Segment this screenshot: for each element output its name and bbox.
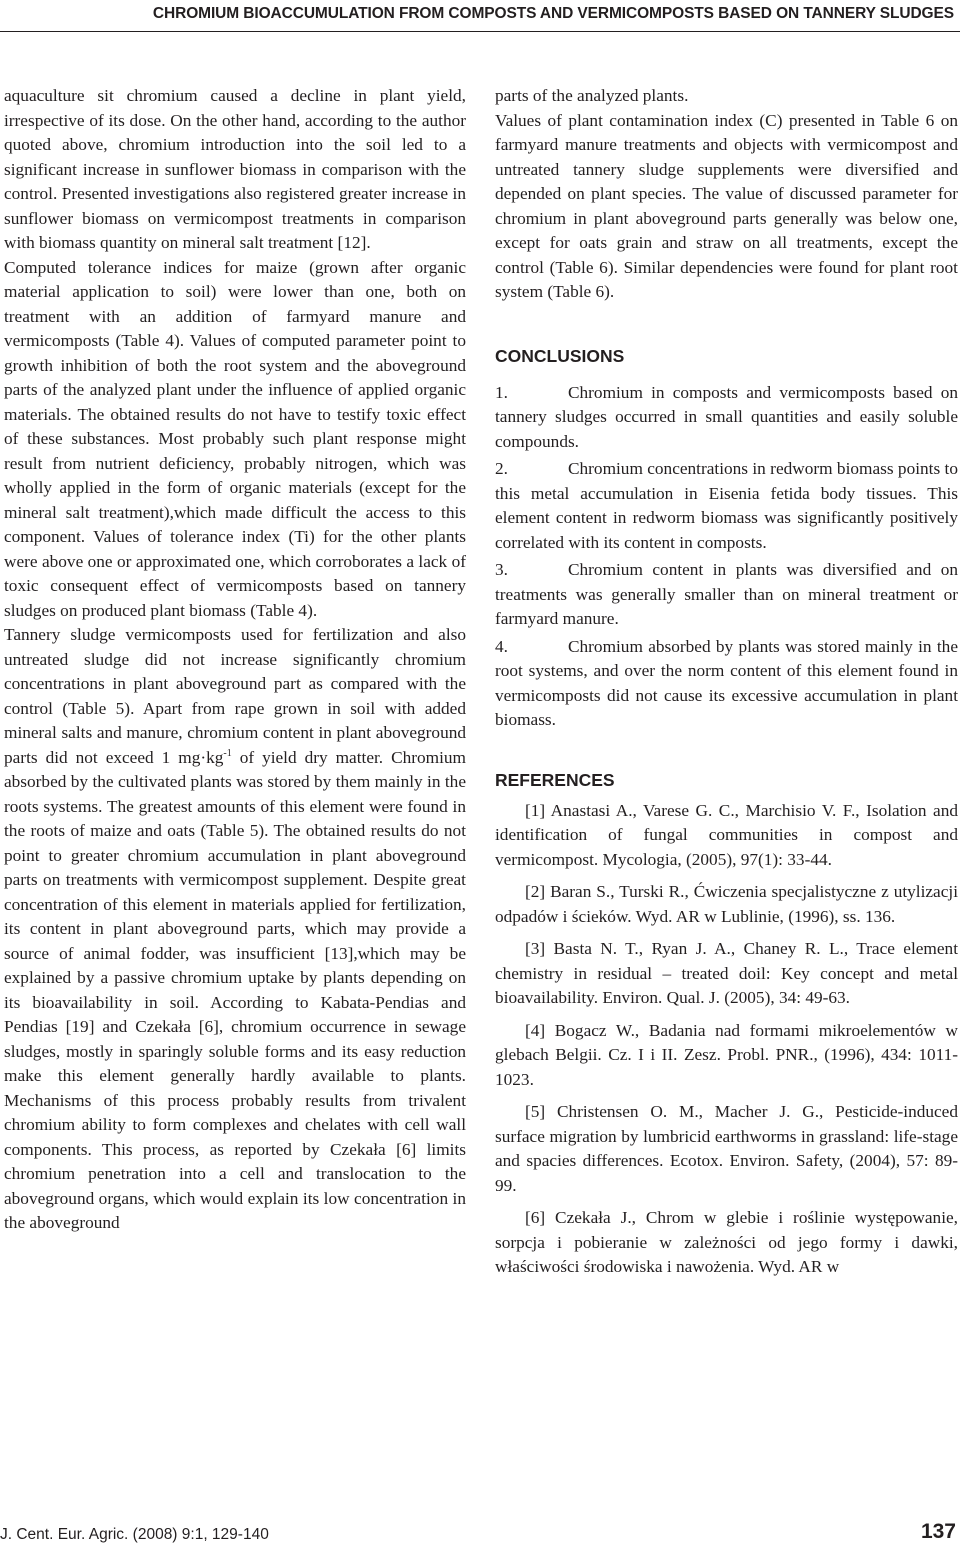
reference-item: [6] Czekała J., Chrom w glebie i roślinie występowanie, sorpcja i pobieranie w zależności od jego formy i dawki, właściwości środowiska i nawożenia. Wyd. AR w <box>495 1208 958 1276</box>
footer-journal-citation: J. Cent. Eur. Agric. (2008) 9:1, 129-140 <box>0 1526 269 1543</box>
reference-item: [3] Basta N. T., Ryan J. A., Chaney R. L., Trace element chemistry in residual – treated doil: Key concept and metal bioavailability. Environ. Qual. J. (2005), 34: 49-63. <box>495 939 958 1007</box>
running-header: CHROMIUM BIOACCUMULATION FROM COMPOSTS AND VERMICOMPOSTS BASED ON TANNERY SLUDGES <box>152 5 954 22</box>
superscript: -1 <box>223 747 232 759</box>
right-column <box>495 84 958 1288</box>
page-number: 137 <box>920 1520 956 1543</box>
header-rule <box>0 31 960 32</box>
conclusions-list <box>495 381 958 733</box>
conclusion-number: 4. <box>495 636 508 656</box>
body-paragraph: Values of plant contamination index (C) presented in Table 6 on farmyard manure treatments and objects with vermicompost and untreated tannery sludge supplements were diversified and depended on plant species. The value of discussed parameter for chromium in plant aboveground parts generally was below one, except for oats grain and straw on all treatments, except the control (Table 6). Similar dependencies were found for plant root system (Table 6). <box>495 110 958 301</box>
conclusion-text: Chromium content in plants was diversified and on treatments was generally smaller than on mineral treatment or farmyard manure. <box>495 560 958 628</box>
references-list <box>495 799 958 1280</box>
conclusion-number: 2. <box>495 459 508 478</box>
left-column <box>4 84 466 1236</box>
conclusion-number: 3. <box>495 560 508 579</box>
conclusion-item <box>495 558 958 632</box>
body-paragraph: aquaculture sit chromium caused a decline in plant yield, irrespective of its dose. On the other hand, according to the author quoted above, chromium introduction into the soil led to a significant increase in sunflower biomass in comparison with the control. Presented investigations also registered greater increase in sunflower biomass on vermicompost treatments in comparison with biomass quantity on mineral salt treatment [12]. <box>4 86 466 252</box>
reference-item: [5] Christensen O. M., Macher J. G., Pesticide-induced surface migration by lumbricid earthworms in grassland: life-stage and spacies differences. Ecotox. Environ. Safety, (2004), 57: 89-99. <box>495 1102 958 1195</box>
body-paragraph: parts of the analyzed plants. <box>495 86 689 105</box>
reference-item: [1] Anastasi A., Varese G. C., Marchisio V. F., Isolation and identification of fungal communities in compost and vermicompost. Mycologia, (2005), 97(1): 33-44. <box>495 800 958 869</box>
text-span: Tannery sludge vermicomposts used for fertilization and also untreated sludge did not increase significantly chromium concentrations in plant aboveground part as compared with the control (Table 5). Apart from rape grown in soil with added mineral salts and manure, chromium content in plant aboveground parts did not exceed 1 mg·kg <box>4 625 466 767</box>
conclusion-item <box>495 381 958 455</box>
text-span: of yield dry matter. Chromium absorbed by the cultivated plants was stored by them mainly in the roots systems. The greatest amounts of this element were found in the roots of maize and oats (Table 5). The obtained results do not point to greater chromium accumulation in plant aboveground parts on treatments with vermicompost supplement. Despite great concentration of this element in materials applied for fertilization, its content in plant aboveground parts, which may provide a source of animal fodder, was insufficient [13],which may be explained by a passive chromium uptake by plants depending on its bioavailability in soil. According to Kabata-Pendias and Pendias [19] and Czekała [6], chromium occurrence in sewage sludges, mostly in sparingly soluble forms and its easy reduction make this element generally hardly available to plants. Mechanisms of this process probably results from trivalent chromium ability to form complexes and chelates with cell wall components. This process, as reported by Czekała [6] limits chromium penetration into a cell and translocation to the aboveground organs, which would explain its low concentration in the aboveground <box>4 747 466 1232</box>
conclusion-item <box>495 635 958 733</box>
conclusions-heading: CONCLUSIONS <box>495 345 625 366</box>
conclusion-item <box>495 457 958 555</box>
reference-item: [2] Baran S., Turski R., Ćwiczenia specjalistyczne z utylizacji odpadów i ścieków. Wyd. AR w Lublinie, (1996), ss. 136. <box>495 882 958 926</box>
body-paragraph <box>4 623 466 1236</box>
reference-item: [4] Bogacz W., Badania nad formami mikroelementów w glebach Belgii. Cz. I i II. Zesz. Probl. PNR., (1996), 434: 1011-1023. <box>495 1020 958 1089</box>
references-heading: REFERENCES <box>495 769 615 790</box>
conclusion-text: Chromium concentrations in redworm biomass points to this metal accumulation in Eisenia fetida body tissues. This element content in redworm biomass was significantly positively correlated with its content in composts. <box>495 459 958 552</box>
body-paragraph: Computed tolerance indices for maize (grown after organic material application to soil) were lower than one, both on treatment with an addition of farmyard manure and vermicomposts (Table 4). Values of computed parameter point to growth inhibition of both the root system and the aboveground parts of the analyzed plant under the influence of applied organic materials. The obtained results do not have to testify toxic effect of these substances. Most probably such plant response might result from nutrient deficiency, probably nitrogen, which was wholly applied in the form of organic materials (except for the mineral salt treatment),which made difficult the access to this component. Values of tolerance index (Ti) for the other plants were above one or approximated one, which corroborates a lack of toxic consequent effect of vermicomposts based on tannery sludges on produced plant biomass (Table 4). <box>4 257 466 620</box>
conclusion-text: Chromium in composts and vermicomposts based on tannery sludges occurred in small quantities and easily soluble compounds. <box>495 382 958 451</box>
conclusion-number: 1. <box>495 382 508 402</box>
conclusion-text: Chromium absorbed by plants was stored mainly in the root systems, and over the norm content of this element found in vermicomposts did not cause its excessive accumulation in plant biomass. <box>495 636 958 729</box>
